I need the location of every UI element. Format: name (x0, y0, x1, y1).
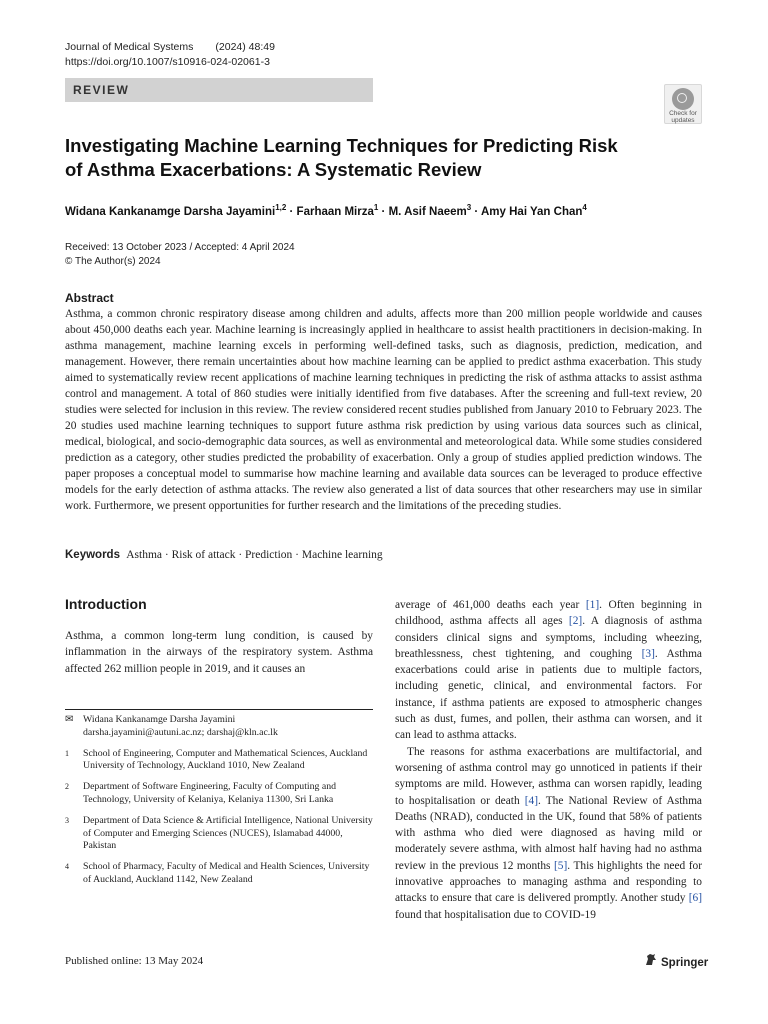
text-run: . Asthma exacerbations could arise in patients due to multiple factors, including genetic, clinical, and environmental factors. For instance, if asthma patients are exposed to atmospheric changes such as dust, fumes, and pollen, their asthma can worsen, and it can lead to asthma attacks. (395, 647, 702, 742)
affiliation-footnote (65, 861, 375, 887)
publisher-name: Springer (661, 957, 709, 969)
affiliation-footnote (65, 748, 375, 774)
intro-paragraph-2 (395, 597, 702, 744)
publication-dates (65, 241, 295, 269)
author-affiliation: 3 (466, 203, 472, 212)
affiliation-footnote (65, 781, 375, 807)
author-list: Widana Kankanamge Darsha Jayamini$^{1,2}$ · Farhaan Mirza$^1$ · M. Asif Naeem$^3$ · Amy Hai Yan Chan$^4$ (65, 203, 587, 218)
affiliation-number: 4 (65, 862, 69, 872)
doi-link[interactable]: https://doi.org/10.1007/s10916-024-02061-3 (65, 56, 270, 68)
footnotes (65, 714, 375, 895)
affiliation-text: School of Pharmacy, Faculty of Medical and Health Sciences, University of Auckland, Auckland 1142, New Zealand (83, 861, 370, 885)
text-run: . Often beginning in childhood, asthma affects all ages (395, 599, 702, 628)
text-run: found that hospitalisation due to COVID-19 (395, 908, 596, 921)
affiliation-text: Department of Software Engineering, Faculty of Computing and Technology, University of Kelaniya, Kelaniya 11300, Sri Lanka (83, 781, 337, 805)
author-name[interactable]: Farhaan Mirza (296, 205, 374, 218)
keywords-list: Asthma · Risk of attack · Prediction · Machine learning (126, 549, 383, 561)
affiliation-text: Department of Data Science & Artificial Intelligence, National University of Computer and Emerging Sciences (NUCES), Islamabad 44000, Pakistan (83, 814, 373, 852)
paper-title (65, 134, 645, 182)
affiliation-number: 1 (65, 748, 69, 758)
text-run: average of 461,000 deaths each year (395, 599, 586, 611)
text-run: . The National Review of Asthma Deaths (NRAD), conducted in the UK, found that 58% of patients with asthma who died were diagnosed as having mild or moderately severe asthma, with almost half having had no asthma review in the previous 12 months (395, 794, 702, 872)
intro-right-column (395, 597, 702, 923)
copyright: © The Author(s) 2024 (65, 256, 161, 267)
introduction-heading: Introduction (65, 596, 147, 612)
affiliation-text: School of Engineering, Computer and Mathematical Sciences, Auckland University of Technology, Auckland 1010, New Zealand (83, 747, 368, 772)
intro-paragraph-3 (395, 744, 702, 923)
citation-link[interactable]: [4] (524, 794, 539, 807)
published-online: Published online: 13 May 2024 (65, 955, 204, 967)
section-label: REVIEW (65, 78, 373, 102)
citation-link[interactable]: [1] (585, 599, 600, 611)
journal-name: Journal of Medical Systems (65, 41, 194, 53)
citation-link[interactable]: [6] (688, 892, 702, 905)
author-name[interactable]: Amy Hai Yan Chan (481, 205, 583, 218)
check-for-updates-badge[interactable] (664, 84, 702, 124)
intro-paragraph-1: Asthma, a common long-term lung condition, is caused by inflammation in the airways of the respiratory system. Asthma affected 262 million people in 2019, and it causes an (65, 630, 373, 675)
affiliation-number: 2 (65, 782, 69, 792)
title-line-1: Investigating Machine Learning Techniques for Predicting Risk (65, 135, 618, 156)
crossmark-label-1: Check for (669, 110, 697, 117)
text-run: . This highlights the need for innovative approaches to managing asthma and responding to attacks to ensure that care is delivered promptly. Another study (395, 859, 703, 905)
title-line-2: of Asthma Exacerbations: A Systematic Review (65, 159, 482, 180)
intro-left-column (65, 628, 373, 677)
text-run: The reasons for asthma exacerbations are multifactorial, and worsening of asthma control may go unnoticed in patients if their symptoms are mild. However, asthma can worsen rapidly, leading to hospitalisation or death (395, 745, 702, 807)
author-name[interactable]: M. Asif Naeem (388, 205, 467, 218)
author-name[interactable]: Widana Kankanamge Darsha Jayamini (65, 205, 276, 218)
author-affiliation: 1 (373, 203, 379, 212)
citation-link[interactable]: [3] (641, 647, 655, 660)
corresponding-author-email[interactable]: darsha.jayamini@autuni.ac.nz; darshaj@kln.ac.lk (83, 726, 278, 738)
publisher-logo (644, 953, 708, 969)
affiliation-footnote (65, 815, 375, 853)
abstract-heading: Abstract (65, 291, 114, 305)
citation-link[interactable]: [5] (554, 859, 568, 872)
received-accepted: Received: 13 October 2023 / Accepted: 4 April 2024 (65, 242, 295, 253)
citation-link[interactable]: [2] (568, 615, 583, 628)
crossmark-icon (672, 88, 694, 110)
author-affiliation: 1,2 (275, 203, 287, 212)
author-affiliation: 4 (582, 203, 587, 212)
envelope-icon: ✉ (65, 714, 74, 725)
keywords (65, 549, 383, 561)
crossmark-label-2: updates (671, 117, 695, 124)
footnote-divider (65, 709, 373, 710)
corresponding-author-name: Widana Kankanamge Darsha Jayamini (83, 714, 236, 725)
abstract-text: Asthma, a common chronic respiratory disease among children and adults, affects more than 200 million people worldwide and causes about 450,000 deaths each year. Machine learning is increasingly applied in healthcare to assist health practitioners in decision-making. In asthma management, machine learning excels in performing well-defined tasks, such as diagnosis, prediction, medication, and management. However, there remain uncertainties about how machine learning can be applied to predict asthma exacerbation. This study aimed to systematically review recent applications of machine learning techniques in predicting the risk of asthma attacks to assist asthma control and management. A total of 860 studies were initially identified from five databases. After the screening and full-text review, 20 studies were selected for inclusion in this review. The review considered recent studies published from January 2010 to February 2023. The 20 studies used machine learning techniques to support future asthma risk prediction by using various data sources such as clinical, medical, biological, and socio-demographic data sources, as well as environmental and meteorological data. While some studies considered prediction as a category, other studies predicted the probability of exacerbation. Only a group of studies applied prediction windows. The paper proposes a conceptual model to summarise how machine learning and available data sources can be leveraged to produce effective models for the early detection of asthma attacks. The review also generated a list of data sources that other researchers may use in similar work. Furthermore, we present opportunities for further research and the limitations of the preceding studies. (65, 308, 702, 512)
keywords-label: Keywords (65, 549, 120, 561)
affiliation-number: 3 (65, 815, 69, 825)
springer-horse-icon (644, 953, 657, 969)
text-run: . A diagnosis of asthma considers clinical signs and symptoms, including wheezing, breathlessness, chest tightening, and coughing (395, 615, 702, 660)
corresponding-author-footnote (65, 714, 375, 740)
journal-meta (65, 40, 275, 70)
journal-volume: (2024) 48:49 (215, 41, 275, 53)
